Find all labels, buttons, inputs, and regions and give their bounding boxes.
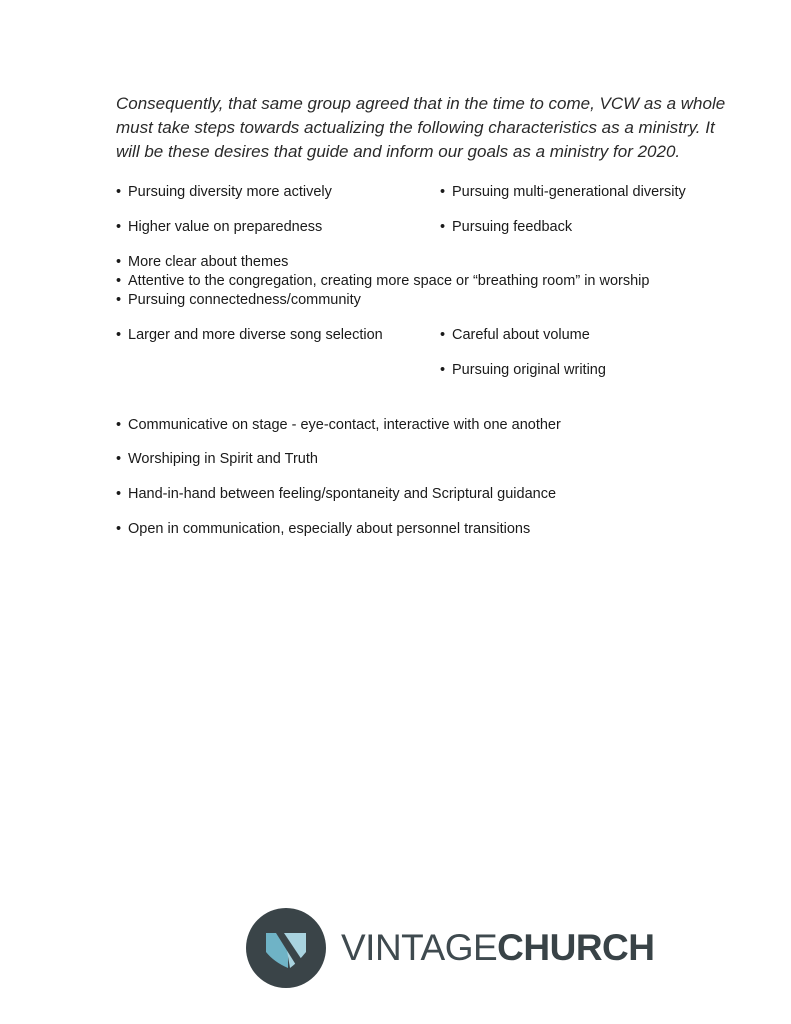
list-item: • Communicative on stage - eye-contact, interactive with one another [116, 417, 561, 433]
list-item: • Open in communication, especially about personnel transitions [116, 521, 531, 537]
logo-text-vintage: VINTAGE [341, 927, 498, 968]
list-item: • Pursuing connectedness/community [116, 292, 361, 308]
list-item: • Higher value on preparedness [116, 219, 323, 235]
bullet-icon: • [440, 327, 446, 343]
bullet-icon: • [116, 184, 122, 200]
bullet-icon: • [116, 521, 122, 537]
shield-icon [246, 908, 326, 988]
list-item: • Hand-in-hand between feeling/spontaneity and Scriptural guidance [116, 486, 557, 502]
list-item: • Larger and more diverse song selection [116, 327, 383, 343]
list-item: • Attentive to the congregation, creating more space or “breathing room” in worship [116, 273, 650, 289]
list-item: • Pursuing diversity more actively [116, 184, 332, 200]
intro-paragraph: Consequently, that same group agreed that in the time to come, VCW as a whole must take steps towards actualizing the following characteristics as a ministry. It will be these desires that guide and inform our goals as a ministry for 2020. [116, 94, 726, 161]
list-item: • More clear about themes [116, 254, 289, 270]
list-item: • Worshiping in Spirit and Truth [116, 451, 318, 467]
bullet-icon: • [116, 451, 122, 467]
bullet-icon: • [116, 417, 122, 433]
logo-text-church: CHURCH [497, 927, 655, 968]
list-item: • Pursuing feedback [440, 219, 573, 235]
bullet-icon: • [116, 327, 122, 343]
bullet-icon: • [116, 219, 122, 235]
list-item: • Pursuing multi-generational diversity [440, 184, 686, 200]
bullet-icon: • [116, 486, 122, 502]
bullet-icon: • [116, 292, 122, 308]
list-item: • Pursuing original writing [440, 362, 606, 378]
logo-wordmark [341, 924, 655, 972]
bullet-icon: • [440, 362, 446, 378]
bullet-icon: • [116, 273, 122, 289]
bullet-icon: • [440, 219, 446, 235]
vintage-church-logo [246, 908, 655, 988]
bullet-icon: • [116, 254, 122, 270]
bullet-icon: • [440, 184, 446, 200]
list-item: • Careful about volume [440, 327, 590, 343]
